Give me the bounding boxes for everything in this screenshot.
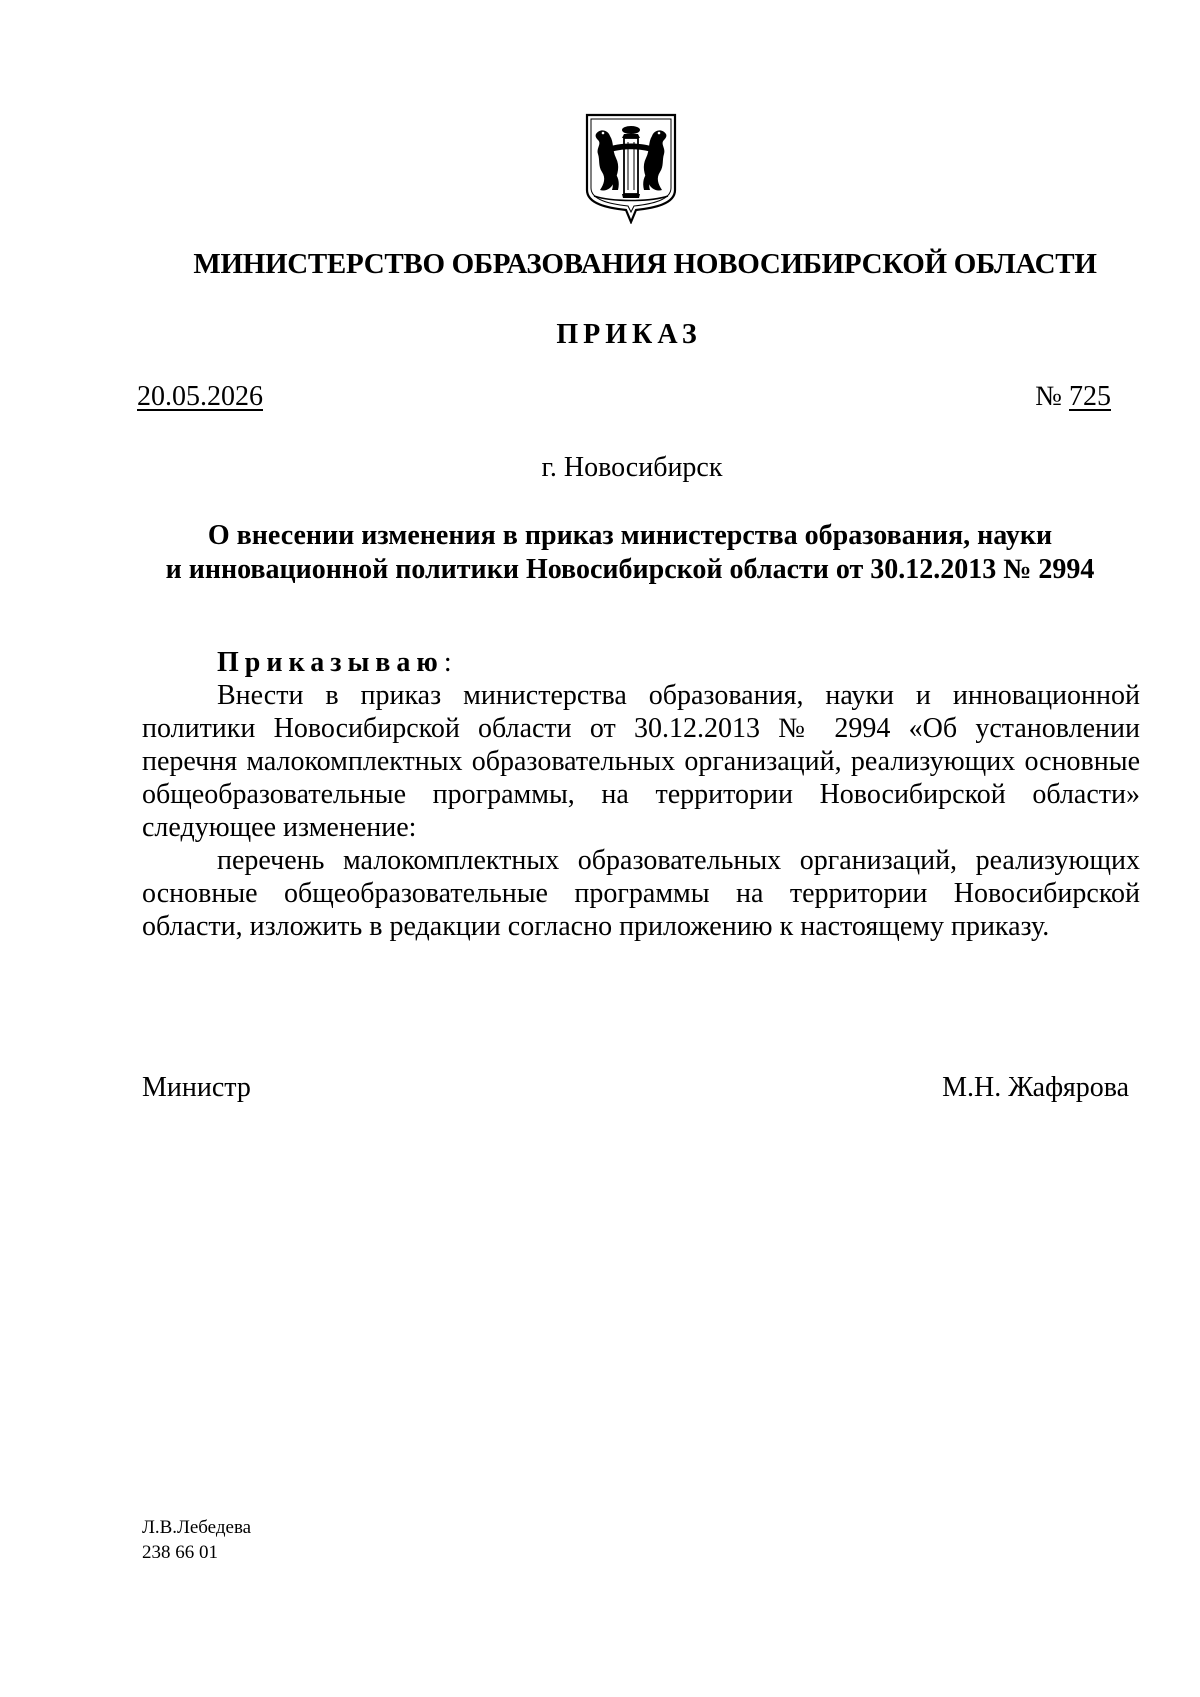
executor-info bbox=[142, 1515, 251, 1565]
order-subject bbox=[110, 519, 1150, 587]
subject-line-2: и инновационной политики Новосибирской области от 30.12.2013 № 2994 bbox=[165, 554, 1095, 585]
order-body bbox=[142, 646, 1140, 943]
signatory-role: Министр bbox=[142, 1072, 251, 1103]
order-date: 20.05.2026 bbox=[137, 381, 263, 412]
body-paragraph-2: перечень малокомплектных образовательных организаций, реализующих основные общеобразовательные программы на территории Новосибирской области, изложить в редакции согласно приложению к настоящему приказу. bbox=[142, 845, 1140, 942]
city: г. Новосибирск bbox=[541, 452, 723, 483]
document-type: ПРИКАЗ bbox=[556, 319, 702, 350]
executor-name: Л.В.Лебедева bbox=[142, 1517, 252, 1538]
ministry-title: МИНИСТЕРСТВО ОБРАЗОВАНИЯ НОВОСИБИРСКОЙ ОБЛАСТИ bbox=[193, 248, 1097, 280]
order-number bbox=[1035, 381, 1111, 413]
order-colon: : bbox=[443, 647, 452, 678]
number-value: 725 bbox=[1069, 381, 1111, 412]
signatory-name: М.Н. Жафярова bbox=[942, 1072, 1129, 1103]
executor-phone: 238 66 01 bbox=[142, 1542, 218, 1563]
body-paragraph-1: Внести в приказ министерства образования, науки и инновационной политики Новосибирской области от 30.12.2013 № 2994 «Об установлении перечня малокомплектных образовательных организаций, реализующих основные общеобразовательные программы, на территории Новосибирской области» следующее изменение: bbox=[142, 680, 1140, 843]
number-sign: № bbox=[1035, 381, 1062, 412]
order-word: Приказываю bbox=[217, 647, 444, 678]
subject-line-1: О внесении изменения в приказ министерства образования, науки bbox=[207, 520, 1053, 551]
order-directive bbox=[142, 646, 1140, 679]
coat-of-arms-icon bbox=[584, 112, 678, 224]
